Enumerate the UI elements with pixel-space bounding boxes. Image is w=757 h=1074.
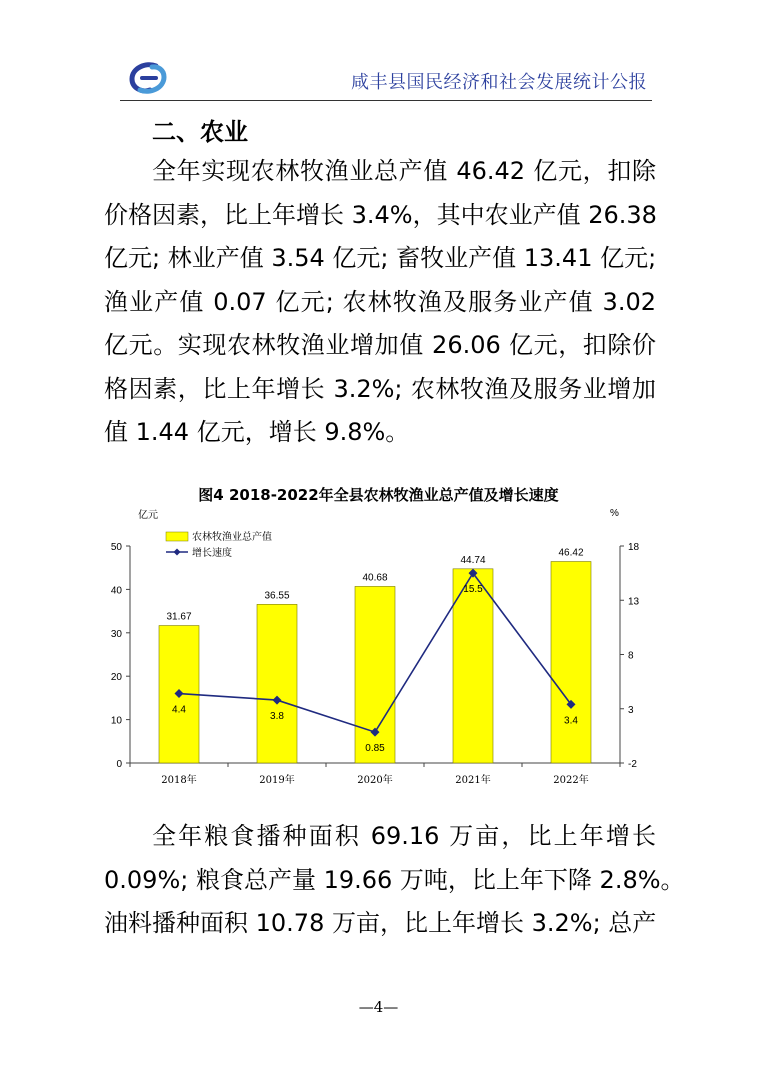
chart-container [100,500,660,790]
legend-line-marker [174,549,181,556]
y2-tick-label: 8 [628,650,634,662]
paragraph-line: 渔业产值 0.07 亿元; 农林牧渔及服务业产值 3.02 [104,287,656,316]
statistics-logo-icon [126,60,170,96]
bar-data-label: 36.55 [264,590,290,602]
y-tick-label: 0 [116,759,122,770]
paragraph-line: 亿元。实现农林牧渔业增加值 26.06 亿元，扣除价 [104,331,656,359]
y2-axis-unit-label: % [610,508,619,519]
report-title: 咸丰县国民经济和社会发展统计公报 [351,72,647,93]
legend-bar-label: 农林牧渔业总产值 [192,532,272,543]
paragraph-line: 值 1.44 亿元，增长 9.8%。 [104,418,410,446]
y-tick-label: 10 [110,715,122,727]
header-divider [120,100,652,101]
x-tick-label: 2021年 [455,775,491,786]
bar [453,569,493,763]
bar-data-label: 44.74 [460,554,486,566]
growth-data-label: 4.4 [172,704,186,716]
bar [257,604,297,763]
growth-data-label: 15.5 [463,584,483,596]
growth-data-label: 0.85 [365,743,385,755]
y2-tick-label: -2 [628,759,637,770]
x-tick-label: 2022年 [553,775,589,786]
growth-data-label: 3.4 [564,715,578,727]
bar [551,562,591,763]
paragraph-grain-output [104,815,685,946]
x-tick-label: 2019年 [259,775,295,786]
x-tick-label: 2020年 [357,775,393,786]
y-tick-label: 20 [110,672,122,684]
paragraph-line: 0.09%; 粮食总产量 19.66 万吨，比上年下降 2.8%。 [104,865,685,894]
y-axis-unit-label: 亿元 [138,510,158,521]
paragraph-line: 油料播种面积 10.78 万亩，比上年增长 3.2%; 总产 [104,909,657,937]
paragraph-line: 格因素，比上年增长 3.2%; 农林牧渔及服务业增加 [104,374,656,403]
bar-data-label: 31.67 [166,611,192,623]
legend-bar-swatch [166,532,188,541]
y2-tick-label: 13 [628,596,640,608]
y2-tick-label: 18 [628,542,640,553]
y-tick-label: 50 [110,542,122,553]
paragraph-agriculture-output [104,150,656,455]
paragraph-line: 全年实现农林牧渔业总产值 46.42 亿元，扣除 [152,157,656,185]
paragraph-line: 亿元; 林业产值 3.54 亿元; 畜牧业产值 13.41 亿元; [104,244,657,272]
bar-data-label: 40.68 [362,572,388,584]
y-tick-label: 40 [110,585,122,597]
y-tick-label: 30 [110,628,122,640]
section-heading: 二、农业 [152,118,248,146]
x-tick-label: 2018年 [161,775,197,786]
y2-tick-label: 3 [628,704,634,716]
paragraph-line: 全年粮食播种面积 69.16 万亩，比上年增长 [152,822,656,850]
growth-data-label: 3.8 [270,711,284,723]
paragraph-line: 价格因素，比上年增长 3.4%，其中农业产值 26.38 [104,200,657,229]
page-number: —4— [358,998,399,1016]
bar-data-label: 46.42 [558,547,584,559]
chart-canvas [100,500,660,790]
legend-line-label: 增长速度 [192,548,232,559]
chart-title: 图4 2018-2022年全县农林牧渔业总产值及增长速度 [198,486,559,504]
